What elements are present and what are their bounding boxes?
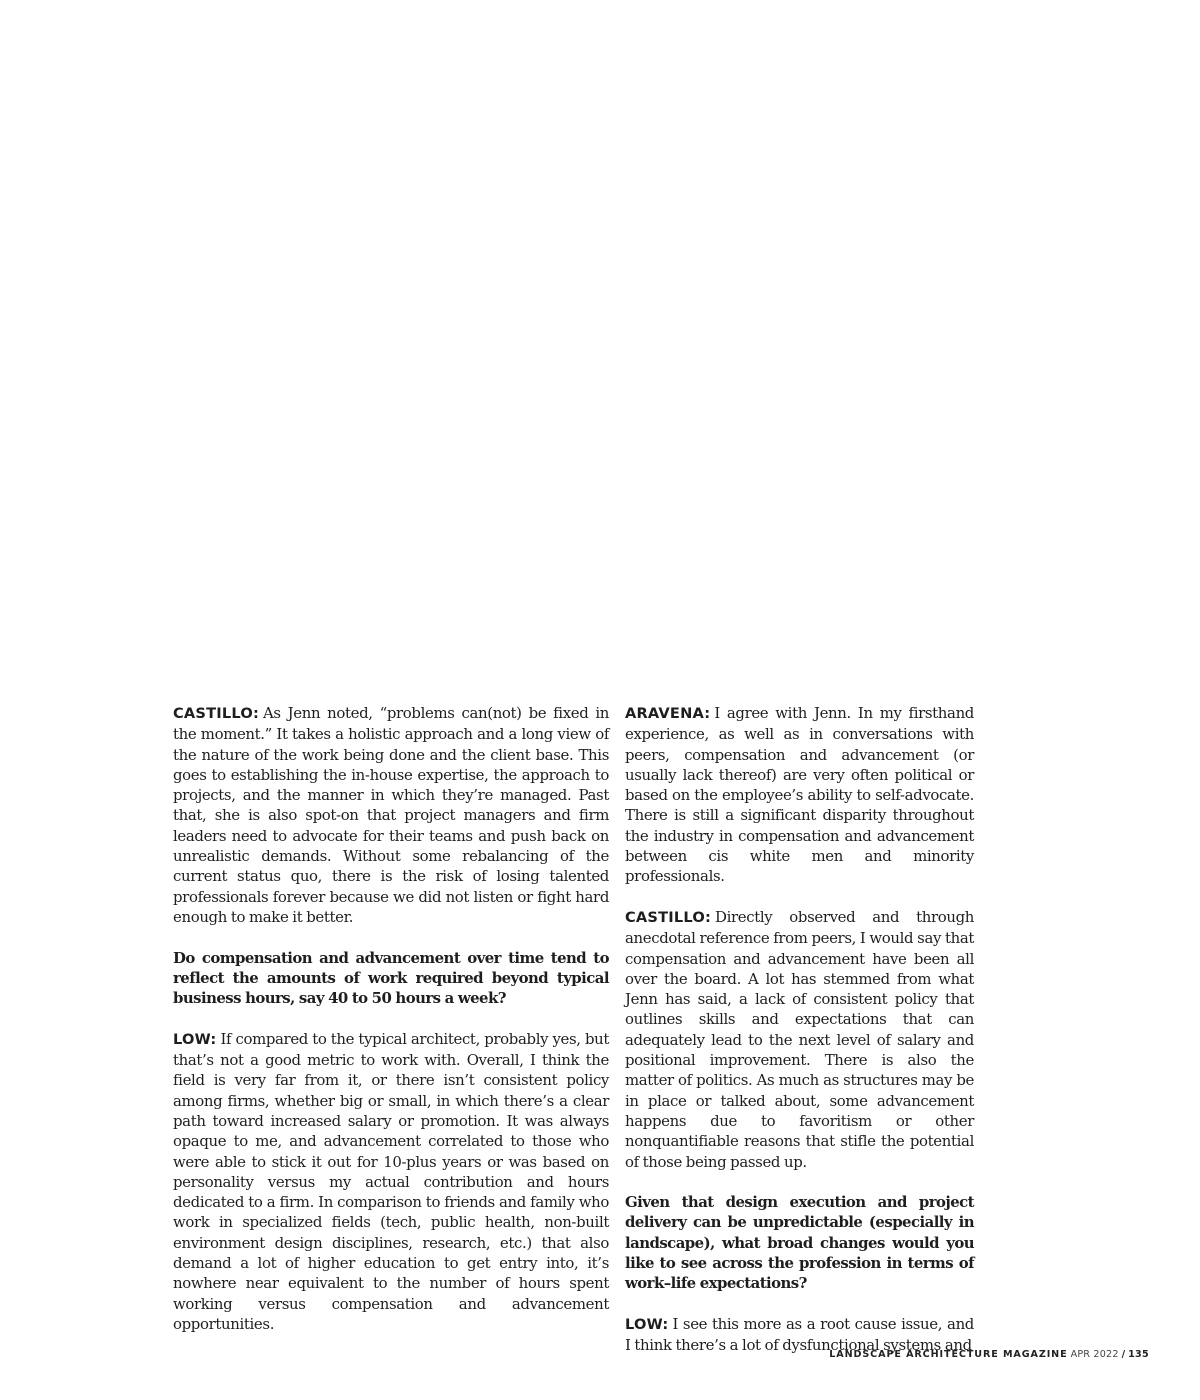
article-column-right	[625, 703, 974, 1356]
answer-text: I see this more as a root cause issue, and I think there’s a lot of dysfunctional systems and	[625, 1314, 974, 1355]
issue-date: APR 2022	[1070, 1349, 1119, 1360]
answer-paragraph	[173, 1029, 609, 1334]
answer-text: I agree with Jenn. In my firsthand experience, as well as in conversations with peers, compensation and advancement (or usually lack thereof) are very often political or based on the employee’s ability to self-advocate. There is still a significant disparity throughout the industry in compensation and advancement between cis white men and minority professionals.	[625, 704, 974, 886]
speaker-name: LOW:	[625, 1315, 669, 1333]
speaker-name: CASTILLO:	[173, 705, 260, 722]
answer-paragraph	[625, 907, 974, 1172]
speaker-name: LOW:	[173, 1030, 217, 1048]
answer-paragraph	[173, 703, 609, 927]
magazine-name: LANDSCAPE ARCHITECTURE MAGAZINE	[829, 1349, 1068, 1360]
article-column-left	[173, 703, 609, 1334]
answer-paragraph	[625, 703, 974, 887]
speaker-name: CASTILLO:	[625, 908, 712, 926]
answer-text: Directly observed and through anecdotal reference from peers, I would say that compensation and advancement have been all over the board. A lot has stemmed from what Jenn has said, a lack of consistent policy that outlines skills and expectations that can adequately lead to the next level of salary and positional improvement. There is also the matter of politics. As much as structures may be in place or talked about, some advancement happens due to favoritism or other nonquantifiable reasons that stifle the potential of those being passed up.	[625, 907, 974, 1171]
footer-separator: /	[1121, 1349, 1127, 1360]
answer-text: If compared to the typical architect, probably yes, but that’s not a good metric to work with. Overall, I think the field is very far from it, or there isn’t consistent policy among firms, whether big or small, in which there’s a clear path toward increased salary or promotion. It was always opaque to me, and advancement correlated to those who were able to stick it out for 10-plus years or was based on personality versus my actual contribution and hours dedicated to a firm. In comparison to friends and family who work in specialized fields (tech, public health, non-built environment design disciplines, research, etc.) that also demand a lot of higher education to get entry into, it’s nowhere near equivalent to the number of hours spent working versus compensation and advancement opportunities.	[173, 1029, 609, 1333]
interview-question: Given that design execution and project delivery can be unpredictable (especially in landscape), what broad changes would you like to see across the profession in terms of work–life expectations?	[625, 1193, 974, 1293]
page-number: 135	[1128, 1349, 1149, 1360]
interview-question: Do compensation and advancement over time tend to reflect the amounts of work required beyond typical business hours, say 40 to 50 hours a week?	[173, 948, 609, 1008]
page-footer	[829, 1349, 1149, 1360]
speaker-name: ARAVENA:	[625, 705, 711, 722]
answer-text: As Jenn noted, “problems can(not) be fixed in the moment.” It takes a holistic approach and a long view of the nature of the work being done and the client base. This goes to establishing the in-house expertise, the approach to projects, and the manner in which they’re managed. Past that, she is also spot-on that project managers and firm leaders need to advocate for their teams and push back on unrealistic demands. Without some rebalancing of the current status quo, there is the risk of losing talented professionals forever because we did not listen or fight hard enough to make it better.	[173, 704, 609, 926]
